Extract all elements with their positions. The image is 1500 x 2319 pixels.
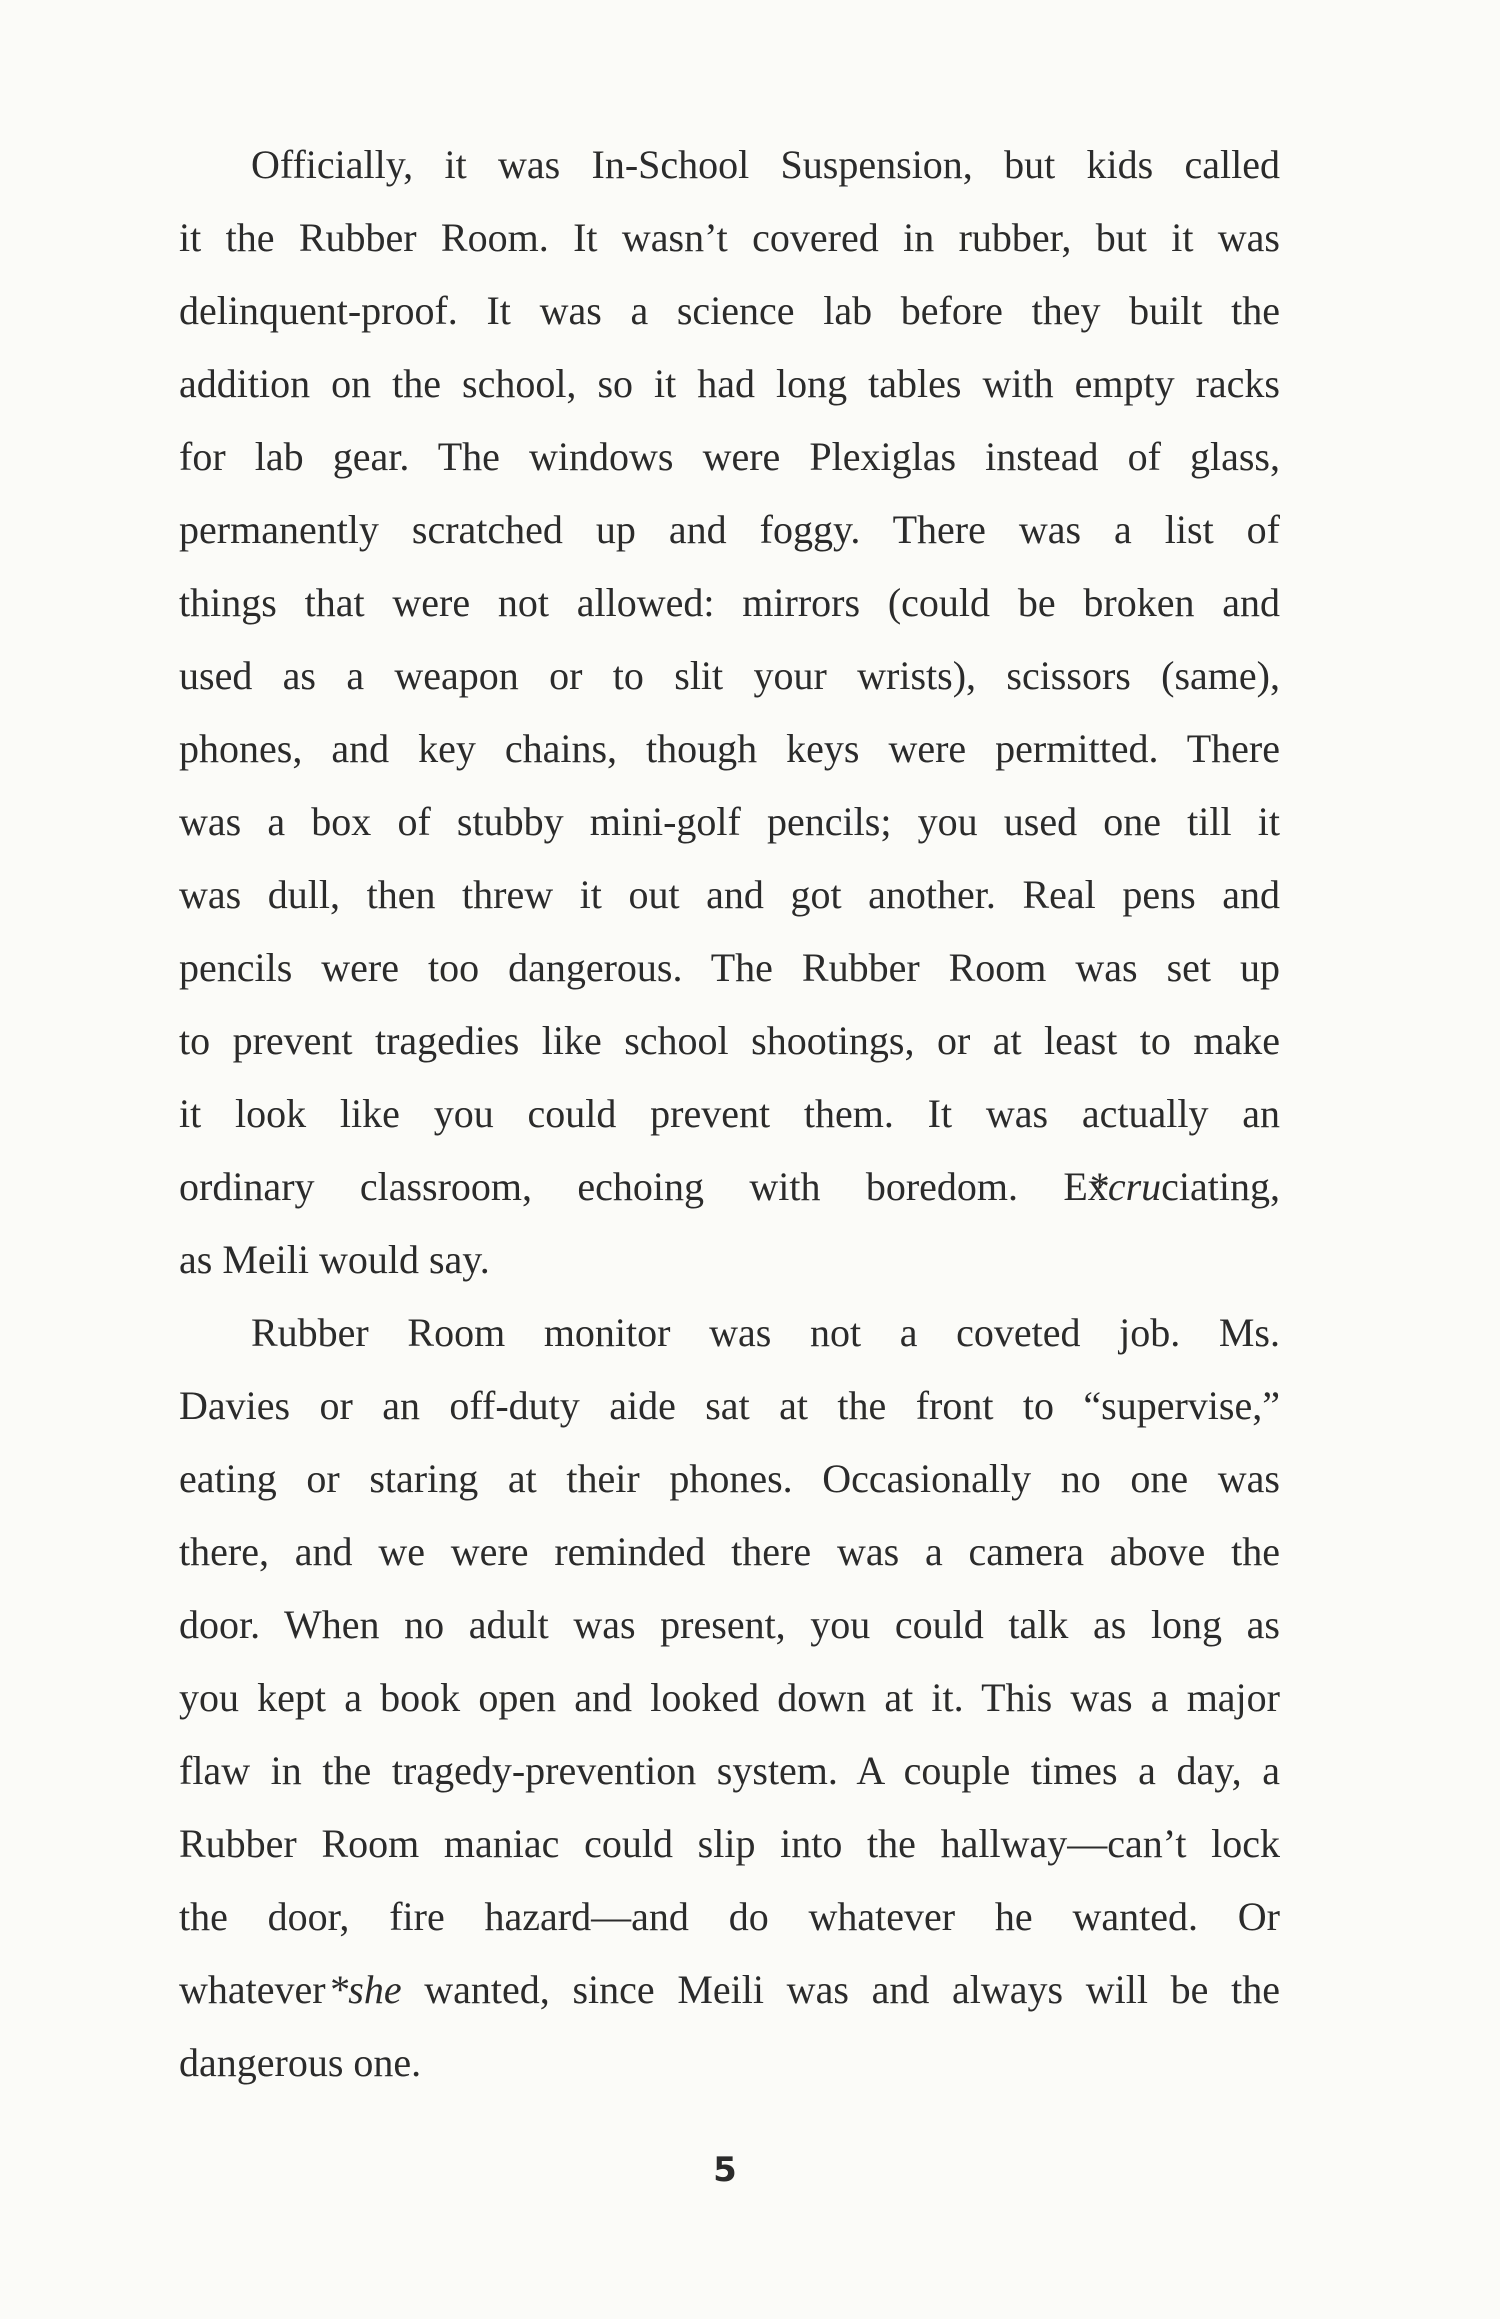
text-line bbox=[179, 1880, 1280, 1953]
text-line bbox=[179, 566, 1280, 639]
text-line bbox=[179, 1296, 1280, 1369]
text-line bbox=[179, 1150, 1280, 1223]
text-segment: for lab gear. The windows were Plexiglas instead of glass, bbox=[179, 434, 1280, 479]
text-segment: ordinary classroom, echoing with boredom. Ex bbox=[179, 1164, 1108, 1209]
text-segment: pencils were too dangerous. The Rubber Room was set up bbox=[179, 945, 1280, 990]
body-text bbox=[179, 128, 1280, 2099]
text-segment: permanently scratched up and foggy. There was a list of bbox=[179, 507, 1280, 552]
text-segment: whatever bbox=[179, 1967, 349, 2012]
text-segment: Officially, it was In-School Suspension, but kids called bbox=[251, 142, 1280, 187]
text-line bbox=[179, 712, 1280, 785]
text-segment: eating or staring at their phones. Occasionally no one was bbox=[179, 1456, 1280, 1501]
text-line bbox=[179, 785, 1280, 858]
text-line bbox=[179, 1515, 1280, 1588]
text-line bbox=[179, 347, 1280, 420]
text-segment: flaw in the tragedy-prevention system. A couple times a day, a bbox=[179, 1748, 1280, 1793]
text-line bbox=[179, 274, 1280, 347]
text-line bbox=[179, 1077, 1280, 1150]
text-line bbox=[179, 2026, 1280, 2099]
text-segment: it the Rubber Room. It wasn’t covered in rubber, but it was bbox=[179, 215, 1280, 260]
text-line bbox=[179, 931, 1280, 1004]
text-line bbox=[179, 128, 1280, 201]
text-segment: Rubber Room maniac could slip into the hallway—can’t lock bbox=[179, 1821, 1280, 1866]
text-segment: phones, and key chains, though keys were permitted. There bbox=[179, 726, 1280, 771]
text-segment: ciating, bbox=[1161, 1164, 1280, 1209]
text-segment: you kept a book open and looked down at it. This was a major bbox=[179, 1675, 1280, 1720]
text-segment: to prevent tragedies like school shootings, or at least to make bbox=[179, 1018, 1280, 1063]
text-segment: there, and we were reminded there was a camera above the bbox=[179, 1529, 1280, 1574]
italic-text: *cru bbox=[1087, 1164, 1162, 1209]
text-line bbox=[179, 1588, 1280, 1661]
text-line bbox=[179, 201, 1280, 274]
text-segment: wanted, since Meili was and always will be the bbox=[401, 1967, 1280, 2012]
text-line bbox=[179, 1807, 1280, 1880]
text-segment: it look like you could prevent them. It was actually an bbox=[179, 1091, 1280, 1136]
text-segment: the door, fire hazard—and do whatever he wanted. Or bbox=[179, 1894, 1280, 1939]
text-segment: Rubber Room monitor was not a coveted job. Ms. bbox=[251, 1310, 1280, 1355]
text-segment: was dull, then threw it out and got another. Real pens and bbox=[179, 872, 1280, 917]
text-line bbox=[179, 1661, 1280, 1734]
text-segment: things that were not allowed: mirrors (could be broken and bbox=[179, 580, 1280, 625]
paragraph bbox=[179, 1296, 1280, 2099]
text-line bbox=[179, 1004, 1280, 1077]
text-segment: dangerous one. bbox=[179, 2040, 422, 2085]
text-line bbox=[179, 1734, 1280, 1807]
text-segment: door. When no adult was present, you could talk as long as bbox=[179, 1602, 1280, 1647]
paragraph bbox=[179, 128, 1280, 1296]
text-line bbox=[179, 493, 1280, 566]
text-segment: addition on the school, so it had long tables with empty racks bbox=[179, 361, 1280, 406]
text-segment: Davies or an off-duty aide sat at the front to “supervise,” bbox=[179, 1383, 1280, 1428]
text-segment: used as a weapon or to slit your wrists), scissors (same), bbox=[179, 653, 1280, 698]
text-segment: as Meili would say. bbox=[179, 1237, 490, 1282]
text-line bbox=[179, 1369, 1280, 1442]
text-line bbox=[179, 858, 1280, 931]
text-line bbox=[179, 639, 1280, 712]
text-line bbox=[179, 420, 1280, 493]
text-line bbox=[179, 1223, 1280, 1296]
text-line bbox=[179, 1442, 1280, 1515]
text-segment: delinquent-proof. It was a science lab before they built the bbox=[179, 288, 1280, 333]
italic-text: *she bbox=[328, 1967, 402, 2012]
text-line bbox=[179, 1953, 1280, 2026]
page-number: 5 bbox=[713, 2150, 737, 2190]
text-segment: was a box of stubby mini-golf pencils; you used one till it bbox=[179, 799, 1280, 844]
